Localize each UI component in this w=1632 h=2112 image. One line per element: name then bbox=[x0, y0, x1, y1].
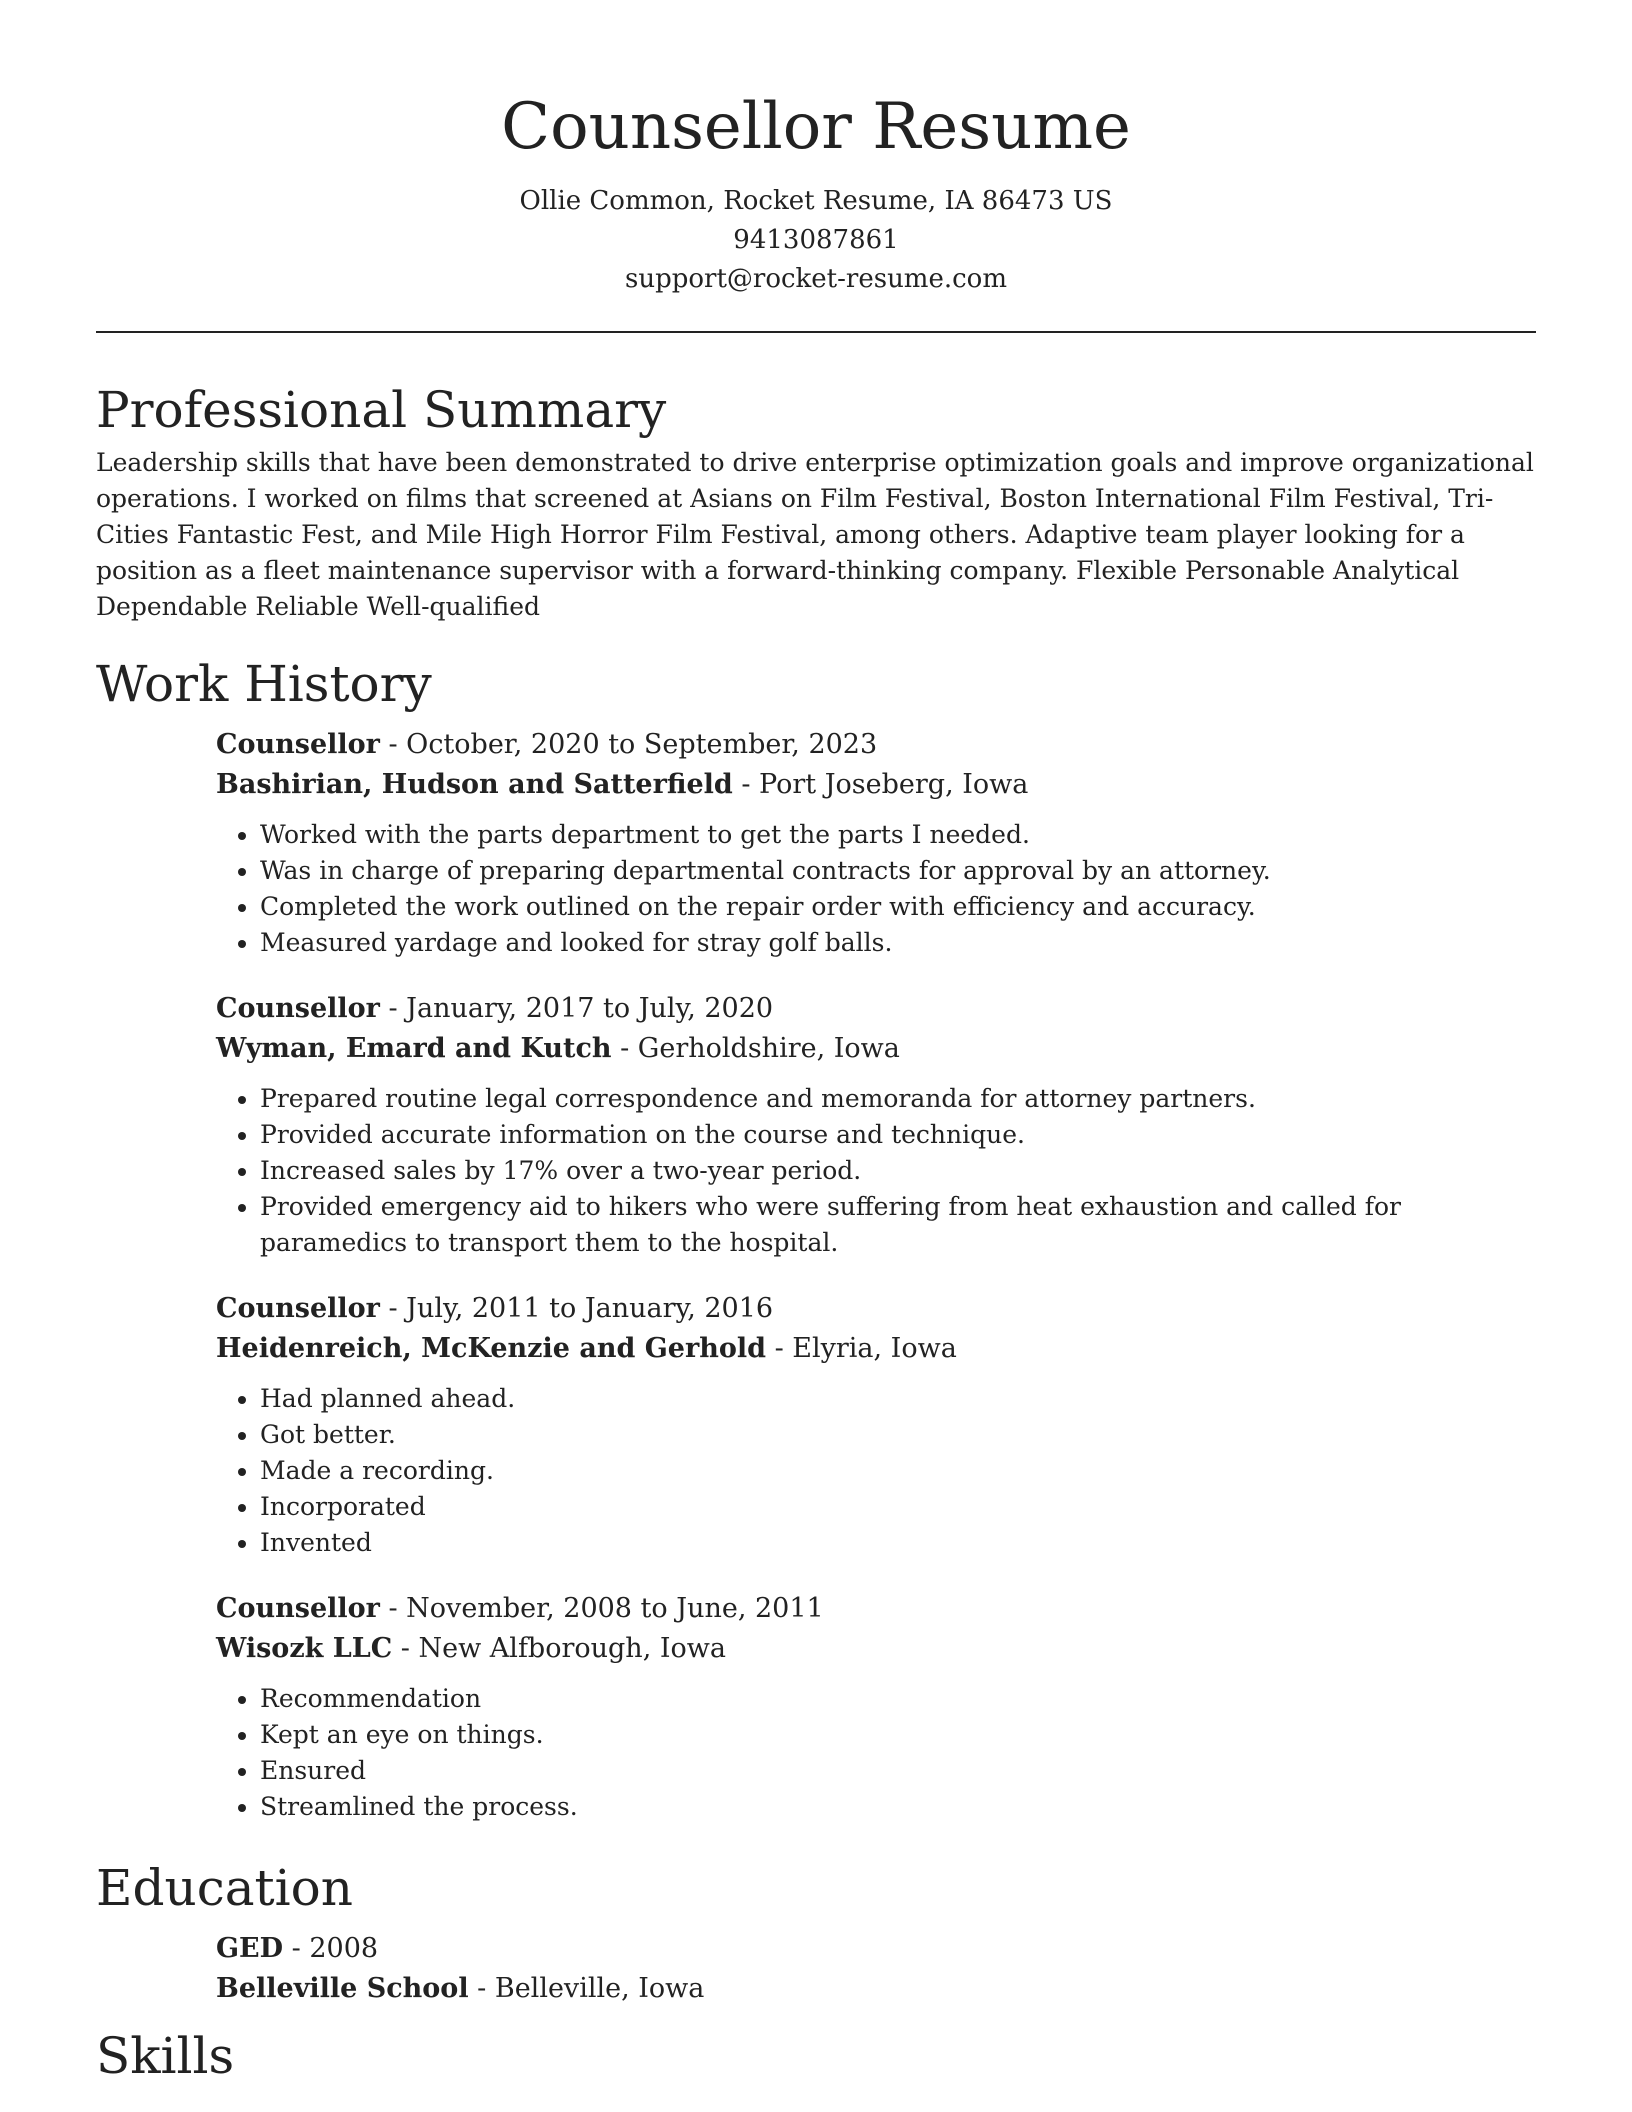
bullet-item: • Was in charge of preparing departmental contracts for approval by an attorney. bbox=[260, 853, 1536, 889]
job-title-line bbox=[216, 1589, 1536, 1629]
job-location: - New Alfborough, Iowa bbox=[392, 1633, 726, 1664]
job-company: Wyman, Emard and Kutch bbox=[216, 1033, 612, 1064]
job-entry bbox=[216, 989, 1536, 1261]
job-company-line bbox=[216, 1629, 1536, 1669]
work-history-heading: Work History bbox=[96, 655, 432, 713]
education-school: Belleville School bbox=[216, 1973, 469, 2004]
job-location: - Elyria, Iowa bbox=[765, 1333, 957, 1364]
job-bullets bbox=[216, 1681, 1536, 1825]
job-entry bbox=[216, 1589, 1536, 1825]
job-dates: - January, 2017 to July, 2020 bbox=[379, 993, 774, 1024]
job-bullets bbox=[216, 817, 1536, 961]
bullet-item: • Prepared routine legal correspondence and memoranda for attorney partners. bbox=[260, 1081, 1536, 1117]
education-heading: Education bbox=[96, 1859, 353, 1917]
job-title-line bbox=[216, 725, 1536, 765]
bullet-item: • Provided accurate information on the course and technique. bbox=[260, 1117, 1536, 1153]
job-company-line bbox=[216, 765, 1536, 805]
work-history-section bbox=[96, 649, 1536, 1825]
bullet-item: • Streamlined the process. bbox=[260, 1789, 1536, 1825]
job-company-line bbox=[216, 1329, 1536, 1369]
header-divider bbox=[96, 331, 1536, 333]
job-dates: - October, 2020 to September, 2023 bbox=[379, 729, 878, 760]
job-role: Counsellor bbox=[216, 1593, 380, 1624]
bullet-item: • Had planned ahead. bbox=[260, 1381, 1536, 1417]
job-role: Counsellor bbox=[216, 993, 380, 1024]
bullet-item: • Increased sales by 17% over a two-year period. bbox=[260, 1153, 1536, 1189]
resume-header bbox=[96, 0, 1536, 299]
professional-summary-section bbox=[96, 375, 1536, 625]
bullet-item: • Measured yardage and looked for stray golf balls. bbox=[260, 925, 1536, 961]
job-title-line bbox=[216, 1289, 1536, 1329]
bullet-item: • Ensured bbox=[260, 1753, 1536, 1789]
bullet-item: • Made a recording. bbox=[260, 1453, 1536, 1489]
bullet-item: • Provided emergency aid to hikers who were suffering from heat exhaustion and called for paramedics to transport them to the hospital. bbox=[260, 1189, 1536, 1261]
contact-info bbox=[96, 182, 1536, 299]
resume-page bbox=[96, 0, 1536, 2112]
job-company: Bashirian, Hudson and Satterfield bbox=[216, 769, 733, 800]
job-location: - Gerholdshire, Iowa bbox=[611, 1033, 900, 1064]
job-bullets bbox=[216, 1081, 1536, 1261]
bullet-item: • Completed the work outlined on the repair order with efficiency and accuracy. bbox=[260, 889, 1536, 925]
job-dates: - July, 2011 to January, 2016 bbox=[379, 1293, 774, 1324]
education-school-line bbox=[216, 1969, 1536, 2009]
bullet-item: • Incorporated bbox=[260, 1489, 1536, 1525]
summary-text: Leadership skills that have been demonstrated to drive enterprise optimization goals and improve organizational operations. I worked on films that screened at Asians on Film Festival, Boston International Film Festival, Tri-Cities Fantastic Fest, and Mile High Horror Film Festival, among others. Adaptive team player looking for a position as a fleet maintenance supervisor with a forward-thinking company. Flexible Personable Analytical Dependable Reliable Well-qualified bbox=[96, 448, 1534, 621]
bullet-item: • Got better. bbox=[260, 1417, 1536, 1453]
bullet-item: • Kept an eye on things. bbox=[260, 1717, 1536, 1753]
education-year: - 2008 bbox=[283, 1933, 379, 1964]
summary-heading: Professional Summary bbox=[96, 381, 667, 439]
education-section bbox=[96, 1853, 1536, 2009]
skills-heading: Skills bbox=[96, 2027, 235, 2085]
job-title-line bbox=[216, 989, 1536, 1029]
education-degree-line bbox=[216, 1929, 1536, 1969]
contact-email: support@rocket-resume.com bbox=[624, 264, 1007, 294]
job-location: - Port Joseberg, Iowa bbox=[732, 769, 1029, 800]
job-entry bbox=[216, 1289, 1536, 1561]
resume-title: Counsellor Resume bbox=[501, 90, 1131, 164]
job-role: Counsellor bbox=[216, 1293, 380, 1324]
contact-address: Ollie Common, Rocket Resume, IA 86473 US bbox=[519, 186, 1113, 216]
bullet-item: • Recommendation bbox=[260, 1681, 1536, 1717]
education-degree: GED bbox=[216, 1933, 284, 1964]
education-location: - Belleville, Iowa bbox=[468, 1973, 705, 2004]
job-bullets bbox=[216, 1381, 1536, 1561]
bullet-item: • Worked with the parts department to get the parts I needed. bbox=[260, 817, 1536, 853]
job-entry bbox=[216, 725, 1536, 961]
contact-phone: 9413087861 bbox=[733, 225, 899, 255]
job-company: Wisozk LLC bbox=[216, 1633, 393, 1664]
job-dates: - November, 2008 to June, 2011 bbox=[379, 1593, 824, 1624]
skills-section bbox=[96, 2021, 1536, 2091]
job-role: Counsellor bbox=[216, 729, 380, 760]
job-company: Heidenreich, McKenzie and Gerhold bbox=[216, 1333, 766, 1364]
bullet-item: • Invented bbox=[260, 1525, 1536, 1561]
job-company-line bbox=[216, 1029, 1536, 1069]
